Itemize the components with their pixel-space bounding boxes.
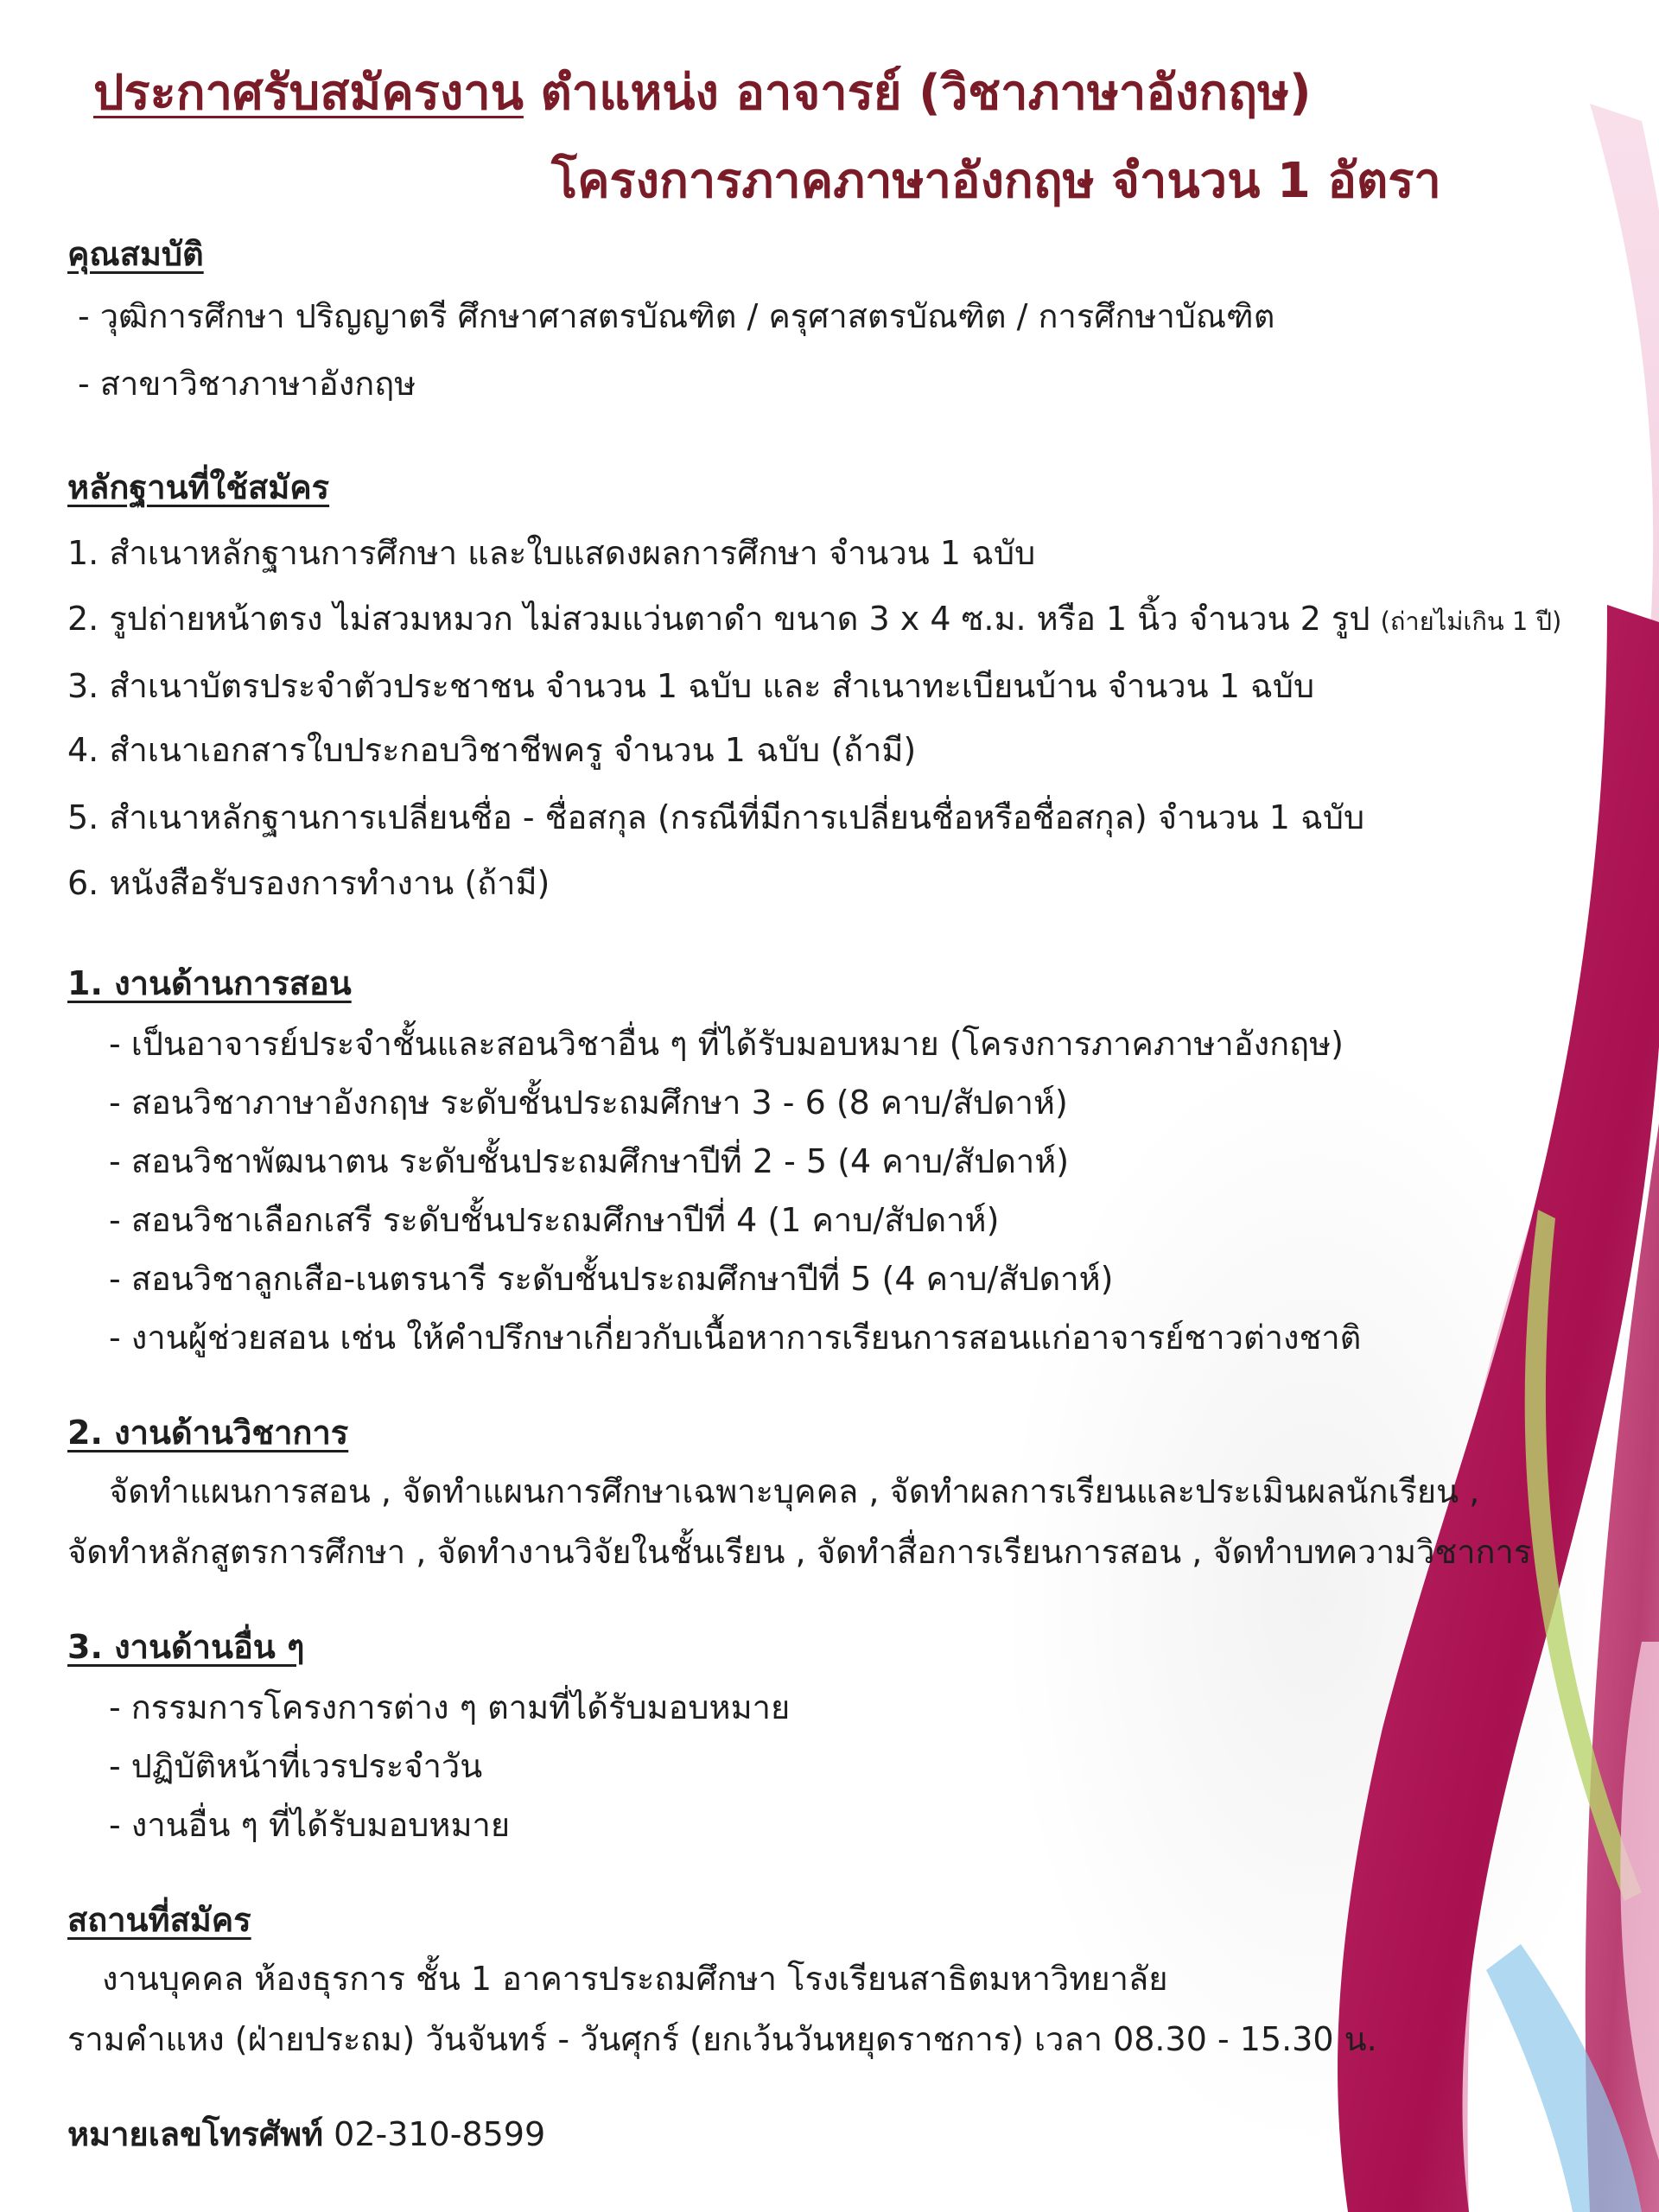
qualifications-heading: คุณสมบัติ [67,235,204,273]
academic-line-2: จัดทำหลักสูตรการศึกษา , จัดทำงานวิจัยในชั้นเรียน , จัดทำสื่อการเรียนการสอน , จัดทำบทความวิชาการ [67,1533,1532,1571]
phone-number: 02-310-8599 [334,2115,546,2153]
other-duty-item: - กรรมการโครงการต่าง ๆ ตามที่ได้รับมอบหมาย [109,1688,791,1726]
document-item: 5. สำเนาหลักฐานการเปลี่ยนชื่อ - ชื่อสกุล (กรณีที่มีการเปลี่ยนชื่อหรือชื่อสกุล) จำนวน 1 ฉบับ [67,798,1365,836]
other-duty-item: - ปฏิบัติหน้าที่เวรประจำวัน [109,1747,483,1785]
qualification-item: - สาขาวิชาภาษาอังกฤษ [78,365,416,403]
title-line-2: โครงการภาคภาษาอังกฤษ จำนวน 1 อัตรา [551,153,1441,209]
document-item-text: 2. รูปถ่ายหน้าตรง ไม่สวมหมวก ไม่สวมแว่นตาดำ ขนาด 3 x 4 ซ.ม. หรือ 1 นิ้ว จำนวน 2 รูป [67,600,1370,638]
document-item: 4. สำเนาเอกสารใบประกอบวิชาชีพครู จำนวน 1 ฉบับ (ถ้ามี) [67,731,917,769]
teaching-heading: 1. งานด้านการสอน [67,964,352,1002]
teaching-item: - งานผู้ช่วยสอน เช่น ให้คำปรึกษาเกี่ยวกับเนื้อหาการเรียนการสอนแก่อาจารย์ชาวต่างชาติ [109,1319,1362,1357]
photo-note: (ถ่ายไม่เกิน 1 ปี) [1380,607,1562,636]
teaching-item: - สอนวิชาเลือกเสรี ระดับชั้นประถมศึกษาปีที่ 4 (1 คาบ/สัปดาห์) [109,1201,1000,1239]
document-item: 3. สำเนาบัตรประจำตัวประชาชน จำนวน 1 ฉบับ และ สำเนาทะเบียนบ้าน จำนวน 1 ฉบับ [67,667,1315,705]
other-duty-item: - งานอื่น ๆ ที่ได้รับมอบหมาย [109,1806,511,1844]
title-position: ตำแหน่ง อาจารย์ (วิชาภาษาอังกฤษ) [540,65,1312,121]
contact-line [67,2112,545,2157]
location-line-2: รามคำแหง (ฝ่ายประถม) วันจันทร์ - วันศุกร์ (ยกเว้นวันหยุดราชการ) เวลา 08.30 - 15.30 น. [67,2020,1377,2058]
title-line-1 [93,62,1312,124]
document-item: 1. สำเนาหลักฐานการศึกษา และใบแสดงผลการศึกษา จำนวน 1 ฉบับ [67,534,1036,572]
academic-heading: 2. งานด้านวิชาการ [67,1414,349,1452]
other-duties-heading: 3. งานด้านอื่น ๆ [67,1628,305,1666]
teaching-item: - สอนวิชาลูกเสือ-เนตรนารี ระดับชั้นประถมศึกษาปีที่ 5 (4 คาบ/สัปดาห์) [109,1260,1114,1298]
teaching-item: - เป็นอาจารย์ประจำชั้นและสอนวิชาอื่น ๆ ที่ได้รับมอบหมาย (โครงการภาคภาษาอังกฤษ) [109,1025,1344,1063]
location-heading: สถานที่สมัคร [67,1901,251,1939]
teaching-item: - สอนวิชาพัฒนาตน ระดับชั้นประถมศึกษาปีที่ 2 - 5 (4 คาบ/สัปดาห์) [109,1142,1070,1180]
phone-label: หมายเลขโทรศัพท์ [67,2115,324,2153]
title-announcement: ประกาศรับสมัครงาน [93,65,524,121]
location-line-1: งานบุคคล ห้องธุรการ ชั้น 1 อาคารประถมศึกษา โรงเรียนสาธิตมหาวิทยาลัย [102,1960,1168,1998]
document-item-photo [67,596,1561,644]
qualification-item: - วุฒิการศึกษา ปริญญาตรี ศึกษาศาสตรบัณฑิต / ครุศาสตรบัณฑิต / การศึกษาบัณฑิต [78,297,1275,335]
documents-heading: หลักฐานที่ใช้สมัคร [67,468,330,506]
document-item: 6. หนังสือรับรองการทำงาน (ถ้ามี) [67,864,550,902]
teaching-item: - สอนวิชาภาษาอังกฤษ ระดับชั้นประถมศึกษา 3 - 6 (8 คาบ/สัปดาห์) [109,1084,1068,1122]
academic-line-1: จัดทำแผนการสอน , จัดทำแผนการศึกษาเฉพาะบุคคล , จัดทำผลการเรียนและประเมินผลนักเรียน , [109,1472,1480,1510]
